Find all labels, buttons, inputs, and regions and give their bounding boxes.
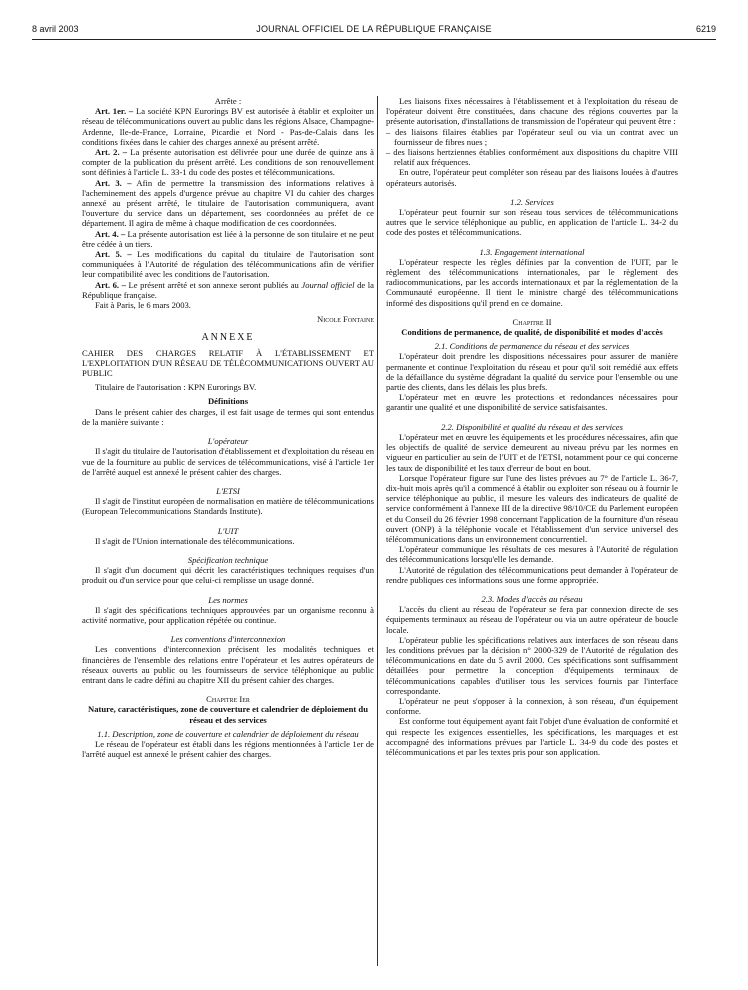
liaisons-louees-paragraph: En outre, l'opérateur peut compléter son réseau par des liaisons louées à d'autres opérateurs autorisés. [386, 167, 678, 188]
article-1-text: La société KPN Eurorings BV est autorisée à établir et exploiter un réseau de télécommunications ouvert au public dans les régions Alsace, Champagne-Ardenne, Ile-de-France, Lorraine, Picardie et Nord - Pas-de-Calais dans les conditions fixées dans le cahier des charges annexé au présent arrêté. [82, 106, 374, 147]
header-journal-title: JOURNAL OFFICIEL DE LA RÉPUBLIQUE FRANÇAISE [256, 24, 492, 34]
article-4-label: Art. 4. – [95, 228, 126, 239]
liaisons-paragraph: Les liaisons fixes nécessaires à l'établissement et à l'exploitation du réseau de l'opérateur doivent être constituées, dans chacune des régions couvertes par la présente autorisation, d'installations de transmission de l'opérateur qui peuvent être : [386, 96, 678, 127]
section-2-2-paragraph-2: Lorsque l'opérateur figure sur l'une des listes prévues au 7° de l'article L. 36-7, dix-huit mois après qu'il a commencé à établir ou exploiter son réseau ou à fournir le service téléphonique au public, il mesure les valeurs des indicateurs de qualité de service conformément à l'annexe III de la directive 98/10/CE du Parlement européen et du Conseil du 26 février 1998 concernant l'application de la fourniture d'un réseau ouvert (ONP) à la téléphonie vocale et l'établissement d'un service universel des télécommunications dans un environnement concurrentiel. [386, 472, 678, 544]
article-1 [82, 106, 374, 147]
def-etsi-title: L'ETSI [216, 485, 240, 496]
section-2-2-paragraph-4: L'Autorité de régulation des télécommunications peut demander à l'opérateur de rendre publiques ces informations sous une forme appropriée. [386, 564, 678, 585]
fait-line: Fait à Paris, le 6 mars 2003. [95, 300, 191, 311]
chapter-1-subtitle: Nature, caractéristiques, zone de couverture et calendrier de déploiement du réseau et des services [88, 704, 368, 725]
cahier-title: CAHIER DES CHARGES RELATIF À L'ÉTABLISSEMENT ET L'EXPLOITATION D'UN RÉSEAU DE TÉLÉCOMMUNICATIONS OUVERT AU PUBLIC [82, 347, 374, 379]
def-spec-title: Spécification technique [187, 554, 269, 565]
article-3-text: Afin de permettre la transmission des informations relatives à l'acheminement des appels d'urgence prévue au chapitre VI du cahier des charges annexé au présent arrêté, le titulaire de l'autorisation communiquera, avant l'ouverture du service dans un département, ses coordonnées au préfet de ce département. Il agira de même à chaque modification de ces coordonnées. [82, 177, 374, 229]
section-1-2-text: L'opérateur peut fournir sur son réseau tous services de télécommunications autres que le service téléphonique au public, en application de l'article L. 34-2 du code des postes et télécommunications. [386, 207, 678, 238]
article-2-text: La présente autorisation est délivrée pour une durée de quinze ans à compter de la publication du présent arrêté. Les conditions de son renouvellement sont définies à l'article L. 33-1 du code des postes et télécommunications. [82, 147, 374, 178]
def-operateur-text: Il s'agit du titulaire de l'autorisation d'établissement et d'exploitation du réseau en vue de la fourniture au public de services de télécommunications, visé à l'article 1er de l'arrêté auquel est annexé le présent cahier des charges. [82, 446, 374, 477]
def-uit-text: Il s'agit de l'Union internationale des télécommunications. [95, 535, 295, 546]
chapter-1-title: Chapitre Ier [206, 694, 250, 705]
section-1-1-text: Le réseau de l'opérateur est établi dans les régions mentionnées à l'article 1er de l'arrêté auquel est annexé le présent cahier des charges. [82, 738, 374, 760]
article-5-text: Les modifications du capital du titulaire de l'autorisation sont communiquées à l'Autorité de régulation des télécommunications afin de vérifier leur compatibilité avec les conditions de l'autorisation. [82, 249, 374, 280]
header-page-number: 6219 [695, 24, 716, 34]
article-6-text-b: de la République française. [82, 279, 374, 300]
section-2-3-paragraph-1: L'accès du client au réseau de l'opérateur se fera par connexion directe de ses équipements terminaux au réseau de l'opérateur ou via un autre opérateur de boucle locale. [386, 604, 678, 635]
article-2-label: Art. 2. – [95, 147, 128, 158]
def-uit-title: L'UIT [217, 525, 239, 536]
article-6-text-a: Le présent arrêté et son annexe seront publiés au [128, 279, 299, 290]
article-3-label: Art. 3. – [95, 177, 132, 188]
def-normes-title: Les normes [208, 594, 248, 605]
section-1-3-title: 1.3. Engagement international [479, 246, 585, 257]
section-1-1-title: 1.1. Description, zone de couverture et calendrier de déploiement du réseau [97, 728, 359, 739]
section-2-1-title: 2.1. Conditions de permanence du réseau et des services [434, 341, 630, 352]
section-2-2-paragraph-3: L'opérateur communique les résultats de ces mesures à l'Autorité de régulation des télécommunications lorsqu'elle les demande. [386, 544, 678, 565]
article-1-label: Art. 1er. – [95, 106, 134, 117]
definitions-title: Définitions [207, 396, 249, 407]
section-2-1-paragraph-2: L'opérateur met en œuvre les protections et redondances nécessaires pour garantir une qualité et une disponibilité de service satisfaisantes. [386, 392, 678, 413]
article-4 [82, 229, 374, 249]
signature: Nicole Fontaine [317, 314, 374, 325]
article-6 [82, 280, 374, 300]
arrete-heading: Arrête : [214, 96, 242, 106]
def-normes-text: Il s'agit des spécifications techniques approuvées par un organisme reconnu à activité normative, pour application répétée ou continue. [82, 604, 374, 625]
def-spec-text: Il s'agit d'un document qui décrit les caractéristiques techniques requises d'un produit ou d'un service pour que celui-ci remplisse un usage donné. [82, 565, 374, 586]
article-5 [82, 249, 374, 280]
definitions-intro: Dans le présent cahier des charges, il est fait usage de termes qui sont entendus de la manière suivante : [82, 406, 374, 427]
article-5-label: Art. 5. – [95, 249, 132, 260]
page-header [32, 24, 716, 38]
section-2-3-paragraph-4: Est conforme tout équipement ayant fait l'objet d'une évaluation de conformité et qui respecte les exigences essentielles, les spécifications, les marquages et est accompagné des informations prévues par l'article L. 34-9 du code des postes et télécommunications et par les textes pris pour son application. [386, 716, 678, 757]
header-rule [32, 39, 716, 40]
article-3 [82, 178, 374, 229]
def-etsi-text: Il s'agit de l'institut européen de normalisation en matière de télécommunications (European Telecommunications Standards Institute). [82, 496, 374, 517]
article-6-label: Art. 6. – [95, 279, 126, 290]
def-operateur-title: L'opérateur [207, 436, 249, 447]
def-interco-text: Les conventions d'interconnexion précisent les modalités techniques et financières de l'ensemble des relations entre l'opérateur et les autres opérateurs de réseaux ouverts au public ou les fournisseurs de service téléphonique au public entrant dans le cadre défini au chapitre XII du présent cahier des charges. [82, 644, 374, 685]
chapter-2-subtitle: Conditions de permanence, de qualité, de disponibilité et modes d'accès [401, 327, 663, 338]
article-6-journal: Journal officiel [301, 279, 355, 290]
column-divider [377, 96, 378, 966]
section-2-3-title: 2.3. Modes d'accès au réseau [481, 593, 583, 604]
section-2-1-paragraph-1: L'opérateur doit prendre les dispositions nécessaires pour assurer de manière permanente et continue l'exploitation du réseau et pour qu'il soit remédié aux effets de la défaillance du système dégradant la qualité du service pour l'ensemble ou une partie des clients, dans les délais les plus brefs. [386, 351, 678, 393]
article-2 [82, 147, 374, 178]
section-1-3-text: L'opérateur respecte les règles définies par la convention de l'UIT, par le règlement des télécommunications internationales, par le règlement des radiocommunications, par les accords internationaux et par la réglementation de la Communauté européenne. Il tient le ministre chargé des télécommunications informé des dispositions qu'il prend en ce domaine. [386, 256, 678, 308]
liaisons-dash-1: – des liaisons filaires établies par l'opérateur seul ou via un contrat avec un fournisseur de fibres nues ; [386, 126, 678, 147]
section-2-2-title: 2.2. Disponibilité et qualité du réseau et des services [441, 421, 623, 432]
liaisons-dash-2: – des liaisons hertziennes établies conformément aux dispositions du chapitre VIII relatif aux fréquences. [386, 147, 678, 168]
section-1-2-title: 1.2. Services [510, 196, 554, 207]
section-2-3-paragraph-3: L'opérateur ne peut s'opposer à la connexion, à son réseau, d'un équipement conforme. [386, 695, 678, 717]
section-2-3-paragraph-2: L'opérateur publie les spécifications relatives aux interfaces de son réseau dans les conditions prévues par la décision n° 2000-329 de l'Autorité de régulation des télécommunications en date du 5 avril 2000. Ces spécifications sont suffisamment détaillées pour permettre la conception d'équipements terminaux de télécommunications capables d'utiliser tous les services fournis par l'interface correspondante. [386, 634, 678, 696]
def-interco-title: Les conventions d'interconnexion [170, 634, 286, 645]
header-date: 8 avril 2003 [32, 24, 79, 34]
left-column [82, 96, 374, 759]
article-4-text: La présente autorisation est liée à la personne de son titulaire et ne peut être cédée à un tiers. [82, 228, 374, 249]
right-column [386, 96, 678, 757]
chapter-2-title: Chapitre II [512, 316, 552, 327]
section-2-2-paragraph-1: L'opérateur met en œuvre les équipements et les procédures nécessaires, afin que les objectifs de qualité de service demeurent au niveau prévu par les normes en vigueur en particulier au sein de l'UIT et de l'ETSI, notamment pour ce qui concerne les taux de disponibilité et les taux d'erreur de bout en bout. [386, 431, 678, 473]
titulaire-line: Titulaire de l'autorisation : KPN Eurorings BV. [95, 382, 257, 393]
annexe-title: ANNEXE [201, 332, 255, 344]
